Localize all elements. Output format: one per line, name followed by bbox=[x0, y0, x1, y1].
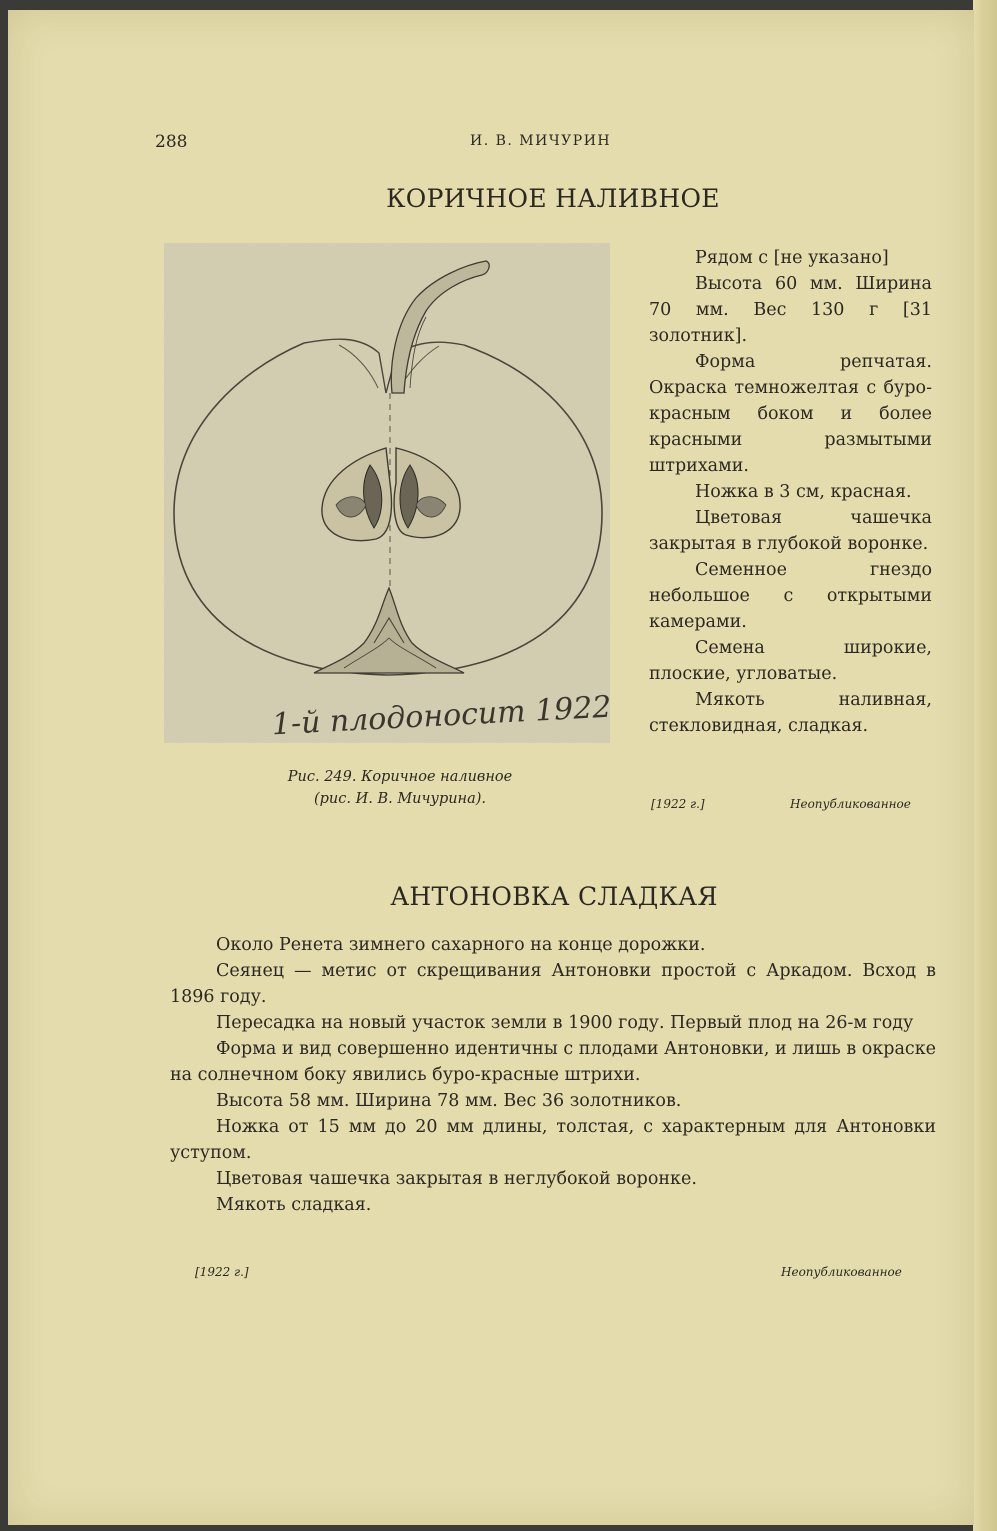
handwritten-inscription: 1-й плодоносит 1922 bbox=[270, 689, 610, 743]
running-head: И. В. МИЧУРИН bbox=[470, 133, 612, 149]
paragraph: Высота 58 мм. Ширина 78 мм. Вес 36 золотников. bbox=[216, 1091, 682, 1111]
paragraph: Форма репчатая. Окраска темножелтая с буро-красным боком и более красными размытыми штрихами. bbox=[649, 352, 932, 476]
paragraph: Цветовая чашечка закрытая в неглубокой воронке. bbox=[216, 1169, 697, 1189]
paragraph: Семенное гнездо небольшое с открытыми камерами. bbox=[649, 560, 932, 632]
paragraph: Ножка в 3 см, красная. bbox=[695, 482, 912, 502]
paragraph: Около Ренета зимнего сахарного на конце дорожки. bbox=[216, 935, 706, 955]
caption-line-1: Рис. 249. Коричное наливное bbox=[287, 769, 513, 785]
korichnoe-description bbox=[649, 245, 932, 739]
paragraph: Цветовая чашечка закрытая в глубокой воронке. bbox=[649, 508, 932, 554]
paragraph: Мякоть наливная, стекловидная, сладкая. bbox=[649, 690, 932, 736]
section2-date: [1922 г.] bbox=[195, 1265, 249, 1279]
section-title-antonovka: АНТОНОВКА СЛАДКАЯ bbox=[390, 882, 718, 911]
section-title-korichnoe: КОРИЧНОЕ НАЛИВНОЕ bbox=[386, 184, 720, 213]
section1-status: Неопубликованное bbox=[790, 797, 911, 811]
paragraph: Сеянец — метис от скрещивания Антоновки простой с Аркадом. Всход в 1896 году. bbox=[170, 961, 936, 1007]
paragraph: Форма и вид совершенно идентичны с плодами Антоновки, и лишь в окраске на солнечном боку явились буро-красные штрихи. bbox=[170, 1039, 936, 1085]
apple-drawing-figure bbox=[164, 243, 610, 743]
page-edge bbox=[973, 0, 997, 1531]
apple-cross-section-drawing bbox=[164, 243, 610, 743]
section1-date: [1922 г.] bbox=[651, 797, 705, 811]
page-number: 288 bbox=[155, 132, 188, 152]
paragraph: Высота 60 мм. Ширина 70 мм. Вес 130 г [31 золотник]. bbox=[649, 274, 932, 346]
figure-caption bbox=[180, 766, 620, 810]
caption-line-2: (рис. И. В. Мичурина). bbox=[313, 791, 487, 807]
antonovka-description bbox=[170, 932, 936, 1218]
section2-status: Неопубликованное bbox=[781, 1265, 902, 1279]
paragraph: Мякоть сладкая. bbox=[216, 1195, 372, 1215]
paragraph: Ножка от 15 мм до 20 мм длины, толстая, с характерным для Антоновки уступом. bbox=[170, 1117, 936, 1163]
paragraph: Пересадка на новый участок земли в 1900 году. Первый плод на 26-м году bbox=[216, 1013, 914, 1033]
paragraph: Рядом с [не указано] bbox=[695, 248, 889, 268]
paragraph: Семена широкие, плоские, угловатые. bbox=[649, 638, 932, 684]
